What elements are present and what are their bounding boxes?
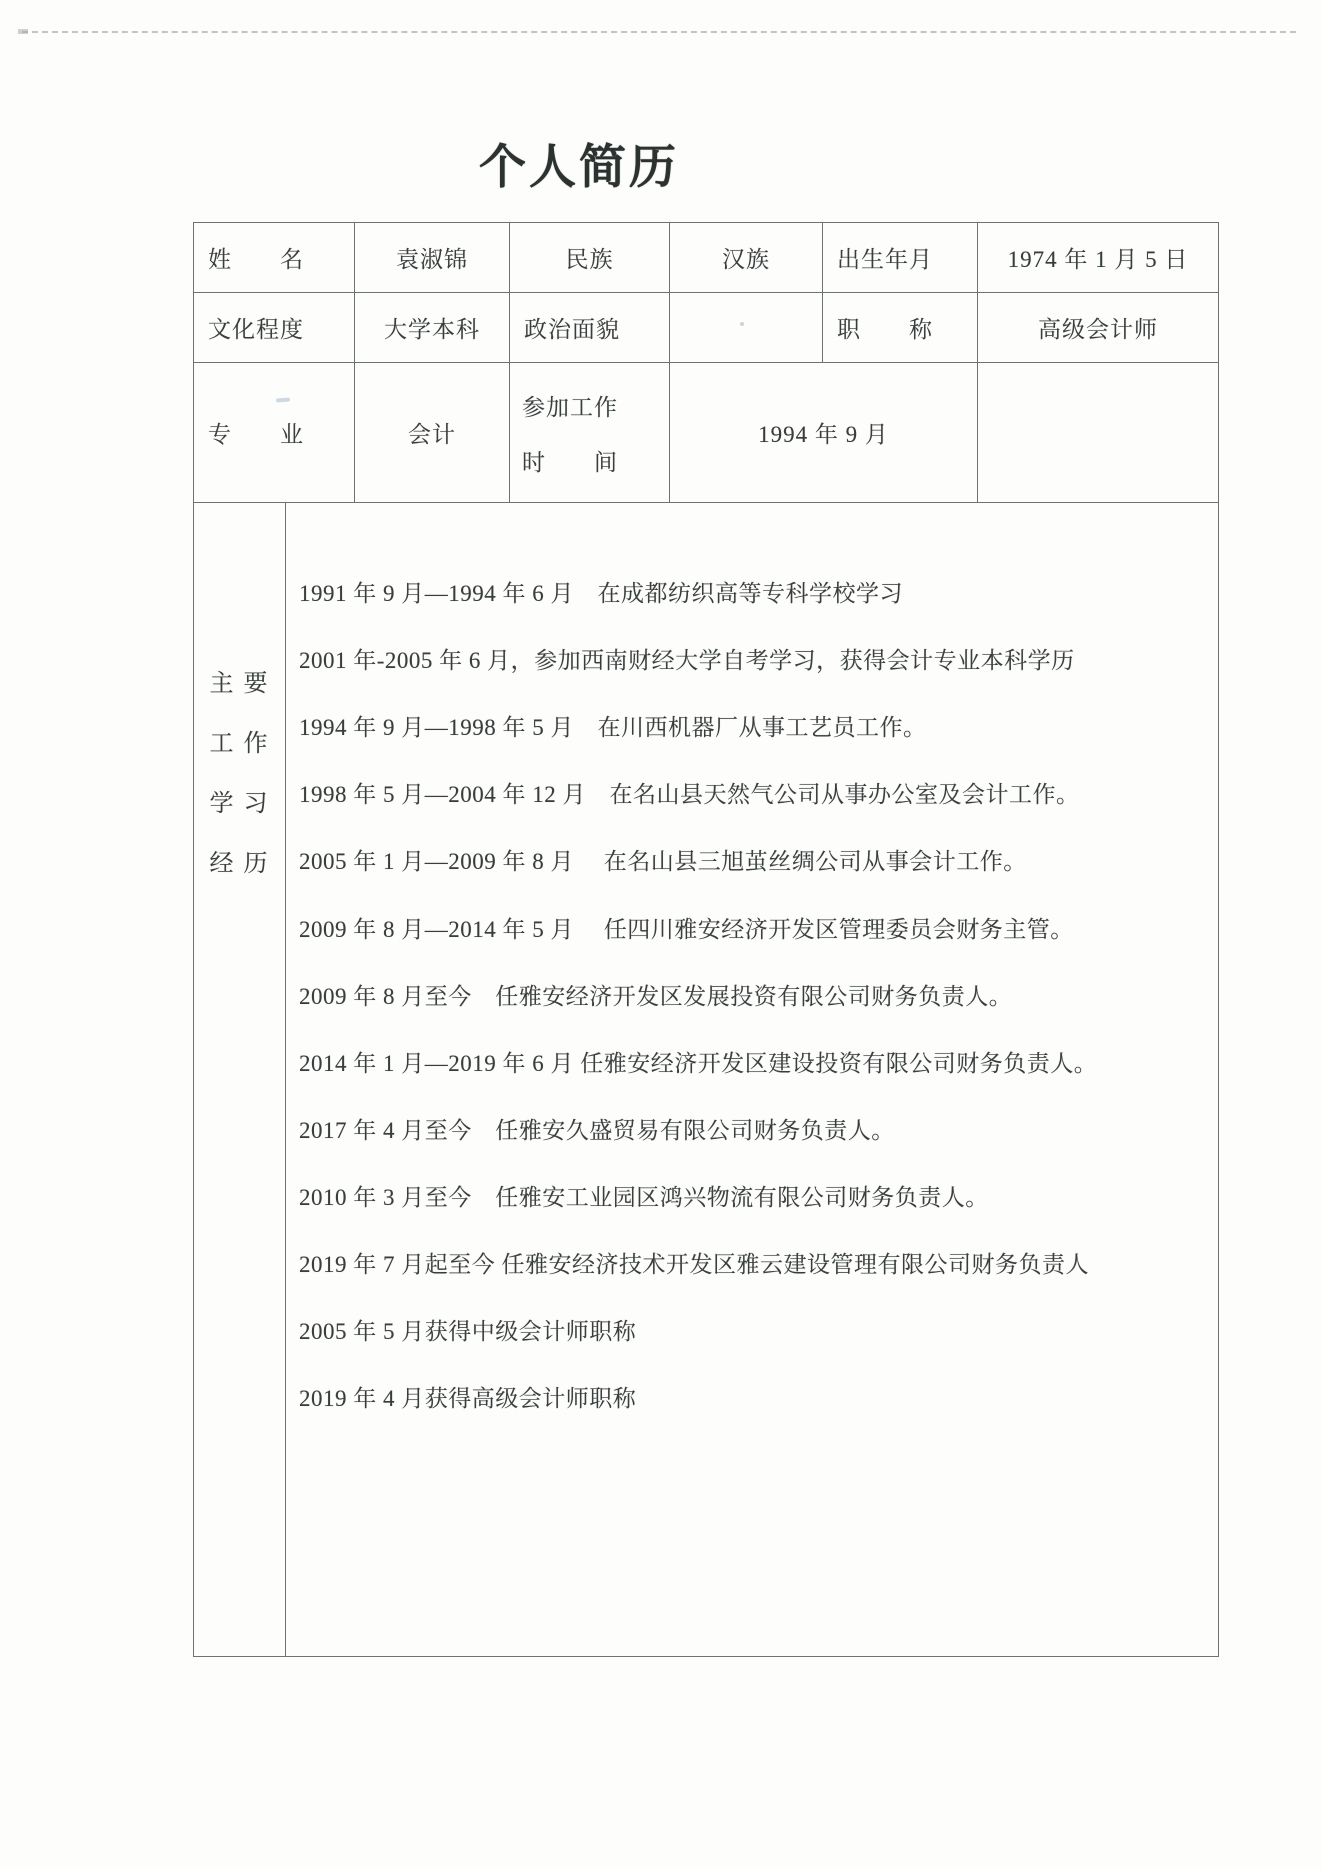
experience-label-line: 学 习 — [209, 791, 270, 817]
table-row-experience — [194, 503, 1218, 1656]
ethnicity-value: 汉族 — [670, 223, 823, 292]
name-label: 姓 名 — [194, 223, 355, 292]
row3-empty-cell — [978, 363, 1218, 502]
table-row-basic-3 — [194, 363, 1218, 503]
experience-entry: 2019 年 4 月获得高级会计师职称 — [299, 1386, 637, 1411]
work-start-value: 1994 年 9 月 — [670, 363, 978, 502]
experience-entry: 2019 年 7 月起至今 任雅安经济技术开发区雅云建设管理有限公司财务负责人 — [299, 1252, 1089, 1277]
experience-label-line: 经 历 — [209, 851, 270, 877]
experience-entry: 2009 年 8 月—2014 年 5 月 任四川雅安经济开发区管理委员会财务主管。 — [299, 917, 1074, 942]
birth-date-label: 出生年月 — [823, 223, 978, 292]
table-row-basic-2 — [194, 293, 1218, 363]
experience-entry: 1994 年 9 月—1998 年 5 月 在川西机器厂从事工艺员工作。 — [299, 715, 927, 740]
experience-entry: 2010 年 3 月至今 任雅安工业园区鸿兴物流有限公司财务负责人。 — [299, 1185, 989, 1210]
job-title-value: 高级会计师 — [1038, 317, 1158, 342]
experience-entry: 1998 年 5 月—2004 年 12 月 在名山县天然气公司从事办公室及会计工作。 — [299, 782, 1080, 807]
education-label: 文化程度 — [194, 293, 355, 362]
experience-entry: 2017 年 4 月至今 任雅安久盛贸易有限公司财务负责人。 — [299, 1118, 895, 1143]
political-status-label: 政治面貌 — [510, 293, 670, 362]
scan-smudge — [740, 322, 744, 326]
political-status-value — [670, 293, 823, 362]
birth-date-value: 1974 年 1 月 5 日 — [1007, 247, 1189, 272]
work-start-label-line1: 参加工作 — [522, 394, 618, 420]
resume-table — [193, 222, 1219, 1657]
job-title-label: 职 称 — [823, 293, 978, 362]
major-label: 专 业 — [194, 363, 355, 502]
ethnicity-label: 民族 — [510, 223, 670, 292]
experience-entry: 2005 年 5 月获得中级会计师职称 — [299, 1319, 637, 1344]
work-start-label-line2: 时 间 — [522, 449, 618, 475]
experience-label-line: 工 作 — [209, 731, 270, 757]
work-start-label — [510, 363, 670, 502]
experience-entry: 2014 年 1 月—2019 年 6 月 任雅安经济开发区建设投资有限公司财务负责人。 — [299, 1051, 1098, 1076]
experience-entries — [286, 503, 1218, 1656]
table-row-basic-1 — [194, 223, 1218, 293]
education-value: 大学本科 — [355, 293, 510, 362]
name-value: 袁淑锦 — [355, 223, 510, 292]
experience-entry: 1991 年 9 月—1994 年 6 月 在成都纺织高等专科学校学习 — [299, 581, 903, 606]
experience-entry: 2005 年 1 月—2009 年 8 月 在名山县三旭茧丝绸公司从事会计工作。 — [299, 849, 1027, 874]
page-title: 个人简历 — [479, 142, 679, 194]
major-value: 会计 — [355, 363, 510, 502]
experience-label-line: 主 要 — [209, 671, 270, 697]
experience-section-label — [194, 503, 286, 1656]
experience-entry: 2009 年 8 月至今 任雅安经济开发区发展投资有限公司财务负责人。 — [299, 984, 1013, 1009]
experience-entry: 2001 年-2005 年 6 月，参加西南财经大学自考学习，获得会计专业本科学历 — [299, 648, 1075, 673]
scan-artifact-dashed-line — [22, 31, 1296, 33]
